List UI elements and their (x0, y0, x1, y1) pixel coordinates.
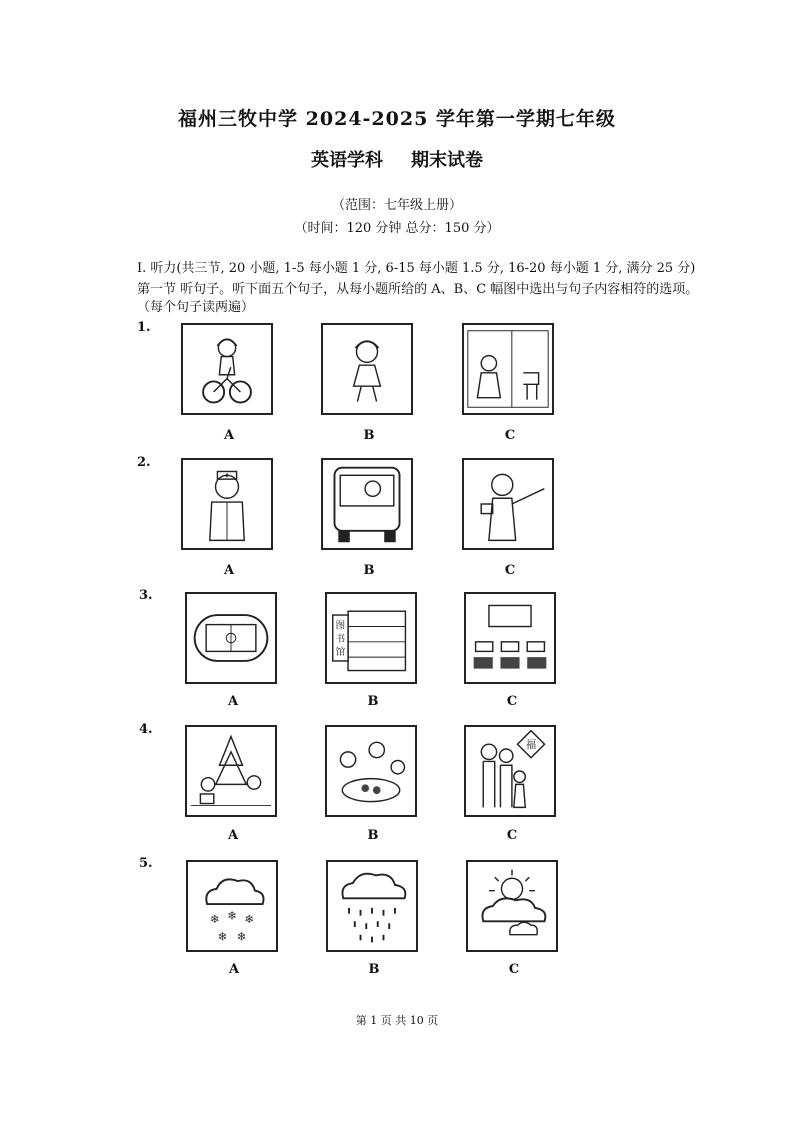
snowflake-icon: ❄ (244, 912, 255, 927)
girl-in-room-with-chair-icon (464, 325, 552, 413)
option-picture[interactable] (326, 860, 418, 952)
option-label: C (504, 428, 516, 443)
option-label: C (508, 962, 520, 977)
question-number: 3. (139, 588, 153, 603)
option-picture[interactable] (462, 458, 554, 550)
library-sign-char-3: 馆 (335, 647, 346, 659)
option-picture[interactable] (185, 592, 277, 684)
option-label: A (228, 962, 240, 977)
option-picture[interactable] (181, 323, 273, 415)
option-label: C (506, 694, 518, 709)
option-label: B (368, 962, 380, 977)
teacher-with-pointer-icon (464, 460, 552, 548)
page-number: 第 1 页 共 10 页 (355, 1014, 439, 1027)
option-picture[interactable] (181, 458, 273, 550)
exam-label: 期末试卷 (411, 150, 483, 171)
option-label: B (363, 563, 375, 578)
snowflake-icon: ❄ (209, 912, 220, 927)
option-label: A (223, 563, 235, 578)
exam-time-score: （时间：120 分钟 总分：150 分） (294, 221, 500, 236)
part-instruction: 第一节 听句子。听下面五个句子，从每小题所给的 A、B、C 幅图中选出与句子内容相符的选项。 (137, 282, 699, 297)
christmas-party-icon (187, 727, 275, 815)
question-number: 2. (137, 455, 151, 470)
option-picture[interactable] (186, 860, 278, 952)
fu-sign-char: 福 (525, 739, 537, 752)
option-picture[interactable] (325, 725, 417, 817)
classroom-icon (466, 594, 554, 682)
question-number: 1. (137, 320, 151, 335)
option-picture[interactable] (464, 592, 556, 684)
option-label: B (367, 828, 379, 843)
option-label: C (506, 828, 518, 843)
option-picture[interactable] (466, 860, 558, 952)
read-twice-note: （每个句子读两遍） (137, 300, 255, 315)
girl-riding-bike-icon (183, 325, 271, 413)
option-picture[interactable] (462, 323, 554, 415)
library-building-icon (327, 594, 415, 682)
snowflake-icon: ❄ (236, 929, 247, 944)
bus-driver-icon (323, 460, 411, 548)
spring-festival-family-icon (466, 727, 554, 815)
exam-scope: （范围：七年级上册） (331, 198, 462, 213)
option-picture[interactable] (325, 592, 417, 684)
library-sign-char-1: 图 (335, 620, 346, 632)
rainy-weather-icon (328, 862, 416, 950)
exam-subtitle (0, 146, 794, 172)
question-number: 4. (139, 722, 153, 737)
doctor-icon (183, 460, 271, 548)
section-heading: I. 听力(共三节, 20 小题, 1-5 每小题 1 分, 6-15 每小题 1.5 分, 16-20 每小题 1 分, 满分 25 分) (137, 261, 696, 276)
option-picture[interactable] (464, 725, 556, 817)
option-label: A (223, 428, 235, 443)
option-picture[interactable] (321, 323, 413, 415)
snowflake-icon: ❄ (227, 908, 237, 923)
option-picture[interactable] (321, 458, 413, 550)
snowflake-icon: ❄ (217, 929, 228, 944)
exam-title: 福州三牧中学 2024-2025 学年第一学期七年级 (178, 108, 616, 130)
option-label: C (504, 563, 516, 578)
option-label: B (363, 428, 375, 443)
option-label: B (367, 694, 379, 709)
question-number: 5. (139, 856, 153, 871)
option-picture[interactable] (185, 725, 277, 817)
library-sign-char-2: 书 (335, 633, 346, 645)
sports-field-icon (187, 594, 275, 682)
option-label: A (227, 828, 239, 843)
subject-label: 英语学科 (311, 150, 383, 171)
sunny-cloudy-weather-icon (468, 862, 556, 950)
girl-walking-icon (323, 325, 411, 413)
family-dinner-icon (327, 727, 415, 815)
snowy-weather-icon (188, 862, 276, 950)
option-label: A (227, 694, 239, 709)
